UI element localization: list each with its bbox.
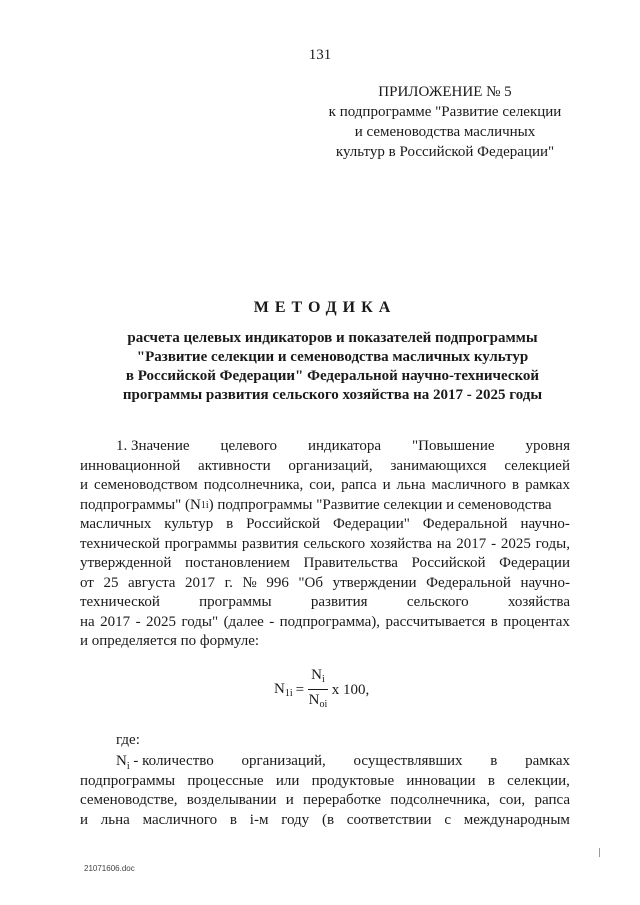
appendix-line: культур в Российской Федерации" — [335, 144, 555, 160]
word: подсолнечника, — [390, 792, 490, 808]
word: и — [80, 477, 89, 493]
word: культур — [164, 516, 214, 532]
word: подпрограмма), — [279, 613, 381, 630]
paragraph-2 — [80, 752, 570, 830]
word: № — [242, 574, 257, 591]
word: возделывании — [186, 792, 277, 808]
subtitle-line: "Развитие селекции и семеноводства масличных культур — [136, 349, 529, 365]
word: сельского — [303, 535, 366, 552]
word: 2017 — [185, 574, 216, 591]
appendix-line: ПРИЛОЖЕНИЕ № 5 — [378, 84, 512, 100]
formula-lhs — [274, 681, 293, 699]
word: в — [490, 613, 498, 630]
word: утвержденной — [80, 555, 172, 571]
word: сои, — [499, 792, 526, 808]
word: или — [275, 772, 300, 789]
word: технической — [80, 535, 160, 552]
word: на — [436, 535, 452, 552]
word: "Об — [298, 574, 323, 591]
word: процессные — [187, 772, 264, 789]
word: переработке — [303, 792, 382, 808]
formula-equals: = — [295, 681, 305, 698]
word: сельского — [406, 594, 469, 610]
word: и — [80, 811, 89, 828]
word: в — [487, 772, 495, 789]
text-line — [80, 476, 570, 496]
word: и — [285, 792, 294, 808]
word: - — [491, 535, 497, 552]
word: активности — [198, 457, 271, 474]
text-line: и определяется по формуле: — [80, 633, 260, 649]
document-title: МЕТОДИКА — [253, 299, 397, 316]
subtitle-line: расчета целевых индикаторов и показателей подпрограммы — [127, 330, 538, 346]
word: - — [135, 613, 141, 630]
document-subtitle — [60, 329, 605, 405]
word: семеноводством — [93, 477, 198, 493]
word: семеноводстве, — [80, 792, 178, 808]
word: в — [490, 753, 498, 769]
text-line — [80, 613, 570, 633]
word: августа — [128, 574, 176, 591]
text-line — [80, 752, 570, 772]
definition-term — [116, 752, 214, 772]
word: 2017 — [100, 613, 131, 630]
word: уровня — [525, 438, 570, 454]
word: на — [80, 613, 95, 630]
word: - — [269, 613, 275, 630]
word: годы" — [181, 613, 219, 630]
formula-numerator — [308, 667, 328, 690]
text-line — [80, 772, 570, 792]
word: рапса — [534, 792, 570, 808]
formula-symbol: N — [308, 692, 320, 708]
paragraph-1 — [80, 437, 570, 652]
word: 2017 — [456, 535, 487, 552]
word: 25 — [103, 574, 119, 591]
word: льна — [396, 477, 426, 493]
word: продуктовые — [311, 772, 395, 789]
text-line — [80, 593, 570, 613]
text-line — [80, 457, 570, 477]
where-label: где: — [116, 732, 140, 748]
word: в — [512, 477, 520, 493]
formula-denominator — [309, 690, 328, 713]
word: Российской — [411, 555, 486, 571]
word: масличного — [142, 811, 218, 828]
word: организаций, — [241, 753, 326, 769]
word: процентах — [503, 613, 570, 630]
text-segment: подпрограммы" (N — [80, 496, 201, 513]
word: масличного — [431, 477, 507, 493]
word: хозяйства — [369, 535, 432, 552]
word: Федерации — [499, 555, 570, 571]
word: соответствии — [346, 811, 432, 828]
word: рассчитывается — [385, 613, 486, 630]
word: (далее — [223, 613, 264, 630]
word: индикатора — [307, 438, 382, 454]
word: "Повышение — [411, 438, 495, 454]
formula-symbol: N — [311, 667, 322, 683]
word: научно- — [520, 574, 570, 591]
word: и — [382, 477, 391, 493]
subscript: 1i — [200, 499, 209, 511]
appendix-block — [300, 82, 590, 162]
word: осуществлявших — [353, 753, 463, 769]
word: сои, — [309, 477, 336, 493]
word: целевого — [220, 438, 278, 454]
text-segment: ) подпрограммы "Развитие селекции и семеноводства — [208, 496, 552, 513]
text-line — [80, 811, 570, 831]
appendix-line: к подпрограмме "Развитие селекции — [328, 104, 562, 120]
word: селекцией — [504, 457, 570, 474]
word: утверждении — [332, 574, 417, 591]
formula-subscript: 1i — [284, 688, 293, 699]
word: Федеральной — [422, 516, 508, 532]
word: постановлением — [185, 555, 290, 571]
word: международным — [463, 811, 570, 828]
scan-mark — [599, 848, 600, 857]
word: Федерации" — [332, 516, 410, 532]
word: развития — [310, 594, 368, 610]
formula-subscript: oi — [319, 699, 328, 710]
word: г. — [224, 574, 233, 591]
word: организаций, — [288, 457, 373, 474]
word: 996 — [266, 574, 289, 591]
word: i-м — [249, 811, 269, 828]
word: подпрограммы — [80, 772, 176, 789]
word: - количество — [133, 753, 214, 769]
word: инновационной — [80, 457, 181, 474]
word: 2025 — [146, 613, 176, 630]
word: программы — [164, 535, 238, 552]
word: развития — [241, 535, 299, 552]
word: (в — [321, 811, 335, 828]
word: Федеральной — [426, 574, 511, 591]
word: технической — [80, 594, 160, 610]
page-number: 131 — [308, 47, 332, 63]
word: программы — [199, 594, 272, 610]
word: селекции, — [507, 772, 570, 789]
text-line — [80, 535, 570, 555]
word: от — [80, 574, 94, 591]
text-line — [80, 437, 570, 457]
text-line — [80, 791, 570, 811]
text-line — [80, 515, 570, 535]
formula-subscript: i — [321, 674, 325, 685]
word: рамках — [525, 753, 570, 769]
word: 2025 — [500, 535, 531, 552]
appendix-line: и семеноводства масличных — [354, 124, 536, 140]
word: подсолнечника, — [203, 477, 304, 493]
word: 1. Значение — [116, 438, 190, 454]
formula-symbol: N — [274, 681, 285, 697]
formula — [274, 668, 369, 712]
word: рапса — [341, 477, 377, 493]
word: в — [229, 811, 238, 828]
word: льна — [100, 811, 130, 828]
word: научно- — [520, 516, 570, 532]
word: рамках — [525, 477, 570, 493]
word: годы, — [535, 535, 570, 552]
text-line — [80, 496, 570, 516]
formula-symbol: N — [116, 753, 127, 769]
word: году — [281, 811, 310, 828]
subtitle-line: в Российской Федерации" Федеральной научно-технической — [125, 368, 540, 384]
word: с — [444, 811, 451, 828]
word: Правительства — [303, 555, 398, 571]
formula-rhs: x 100, — [331, 681, 370, 698]
word: хозяйства — [507, 594, 570, 610]
word: инновации — [406, 772, 476, 789]
word: Российской — [246, 516, 321, 532]
word: в — [226, 516, 234, 532]
footer-filename: 21071606.doc — [84, 864, 135, 873]
word: занимающихся — [390, 457, 487, 474]
formula-fraction — [308, 667, 328, 713]
formula-subscript: i — [126, 761, 130, 772]
subtitle-line: программы развития сельского хозяйства на 2017 - 2025 годы — [122, 387, 543, 403]
text-line — [80, 574, 570, 594]
text-line — [80, 554, 570, 574]
word: масличных — [80, 516, 152, 532]
